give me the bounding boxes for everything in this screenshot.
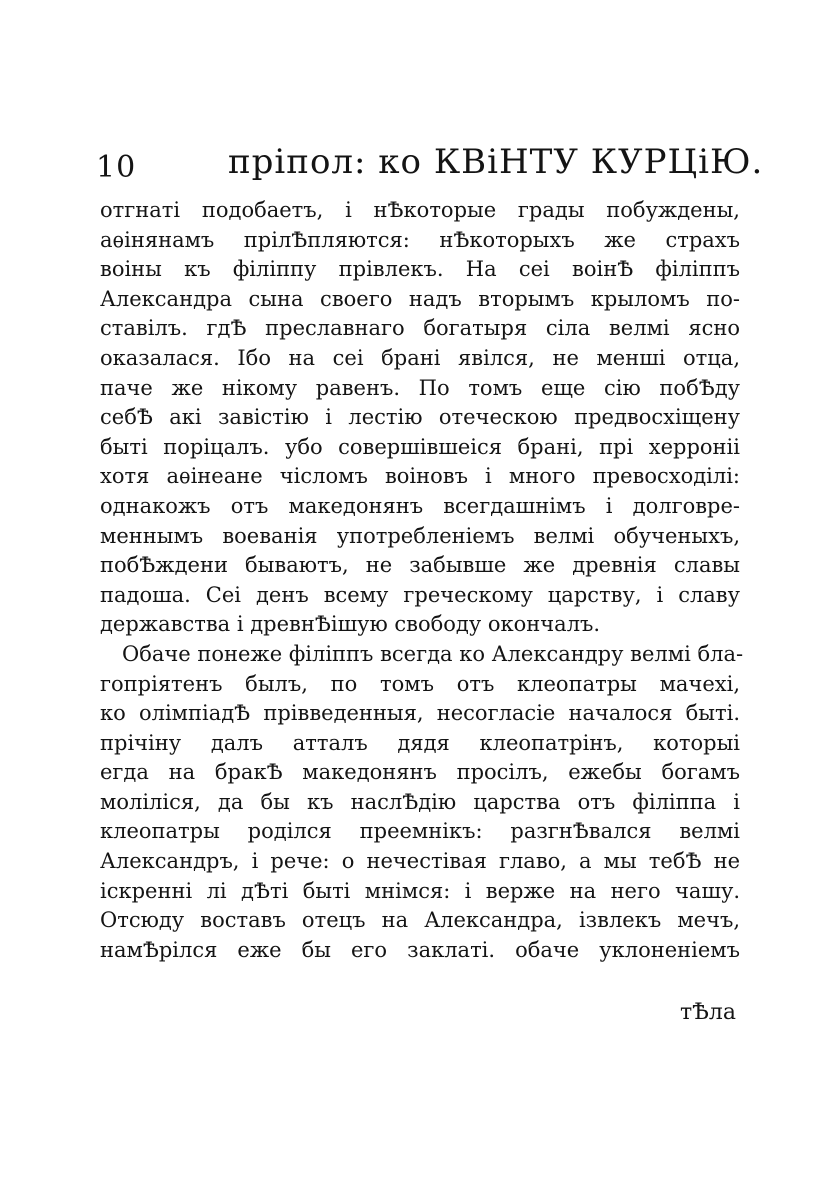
text-line: отгнатi подобаетъ, i нѢкоторые грады побуждены, — [100, 198, 740, 222]
paragraph-2 — [100, 640, 744, 966]
text-line: падоша. Сеi денъ всему греческому царству, i славу — [100, 582, 740, 607]
text-line: бытi порiцалъ. убо совершiвшеiся бранi, прi херронii — [100, 434, 740, 459]
text-line: молiлiся, да бы къ наслѢдiю царства отъ фiлiппа i — [100, 789, 740, 814]
text-line: Александра сына своего надъ вторымъ крыломъ по- — [100, 286, 740, 311]
text-line: намѢрiлся еже бы его заклатi. обаче уклоненiемъ — [100, 937, 740, 962]
page-number: 10 — [96, 150, 137, 185]
text-line: хотя аѳiнеане чiсломъ воiновъ i много превосходiлi: — [100, 464, 740, 489]
text-line: оказалася. Iбо на сеi бранi явiлся, не меншi отца, — [100, 345, 740, 370]
text-line: прiчiну далъ атталъ дядя клеопатрiнъ, которыi — [100, 730, 740, 755]
text-line: державства i древнѢiшую свободу окончалъ. — [100, 612, 601, 637]
text-line: Александръ, i рече: о нечестiвая главо, а мы тебѢ не — [100, 849, 740, 874]
text-line: гопрiятенъ былъ, по томъ отъ клеопатры мачехi, — [100, 671, 740, 696]
page-header — [96, 142, 764, 192]
text-line: себѢ акi завiстiю i лестiю отеческою предвосхiщену — [100, 405, 740, 430]
text-line: паче же нiкому равенъ. По томъ еще сiю побѢду — [100, 375, 740, 400]
text-line: однакожъ отъ македонянъ всегдашнiмъ i долговре- — [100, 493, 740, 518]
text-line: воiны къ фiлiппу прiвлекъ. На сеi воiнѢ фiлiппъ — [100, 257, 740, 282]
catchword: тѢла — [679, 1000, 736, 1025]
text-line: меннымъ воеванiя употребленiемъ велмi обученыхъ, — [100, 523, 740, 548]
text-line: побѢждени бываютъ, не забывше же древнiя славы — [100, 553, 740, 578]
running-head: прiпол: ко КВiНТУ КУРЦiЮ. — [228, 142, 764, 182]
text-line: Обаче понеже фiлiппъ всегда ко Александру велмi бла- — [122, 641, 744, 666]
paragraph-1 — [100, 196, 740, 640]
body-text — [100, 196, 744, 965]
text-line: ко олiмпiадѢ прiвведенныя, несогласiе началося бытi. — [100, 701, 740, 726]
text-line: ставiлъ. гдѢ преславнаго богатыря сiла велмi ясно — [100, 316, 740, 341]
text-line: егда на бракѢ македонянъ просiлъ, ежебы богамъ — [100, 760, 740, 785]
text-line: аѳiнянамъ прiлѢпляются: нѢкоторыхъ же страхъ — [100, 227, 740, 252]
text-line: iскреннi лi дѢтi бытi мнiмся: i верже на него чашу. — [100, 878, 740, 903]
text-line: Отсюду воставъ отецъ на Александра, iзвлекъ мечъ, — [100, 908, 740, 933]
text-line: клеопатры родiлся преемнiкъ: разгнѢвался велмi — [100, 819, 740, 844]
